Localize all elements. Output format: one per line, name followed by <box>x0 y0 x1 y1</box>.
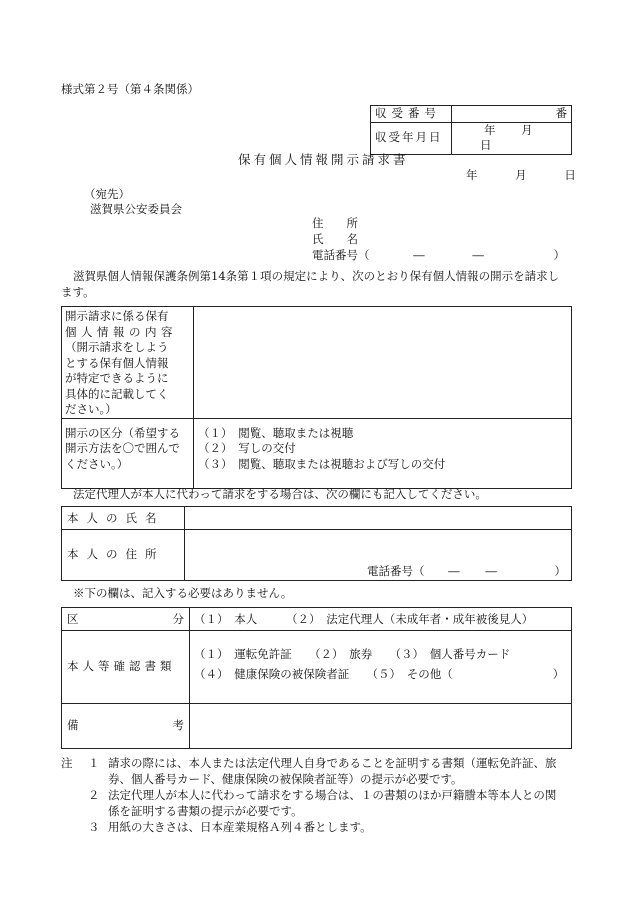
form-number: 様式第２号（第４条関係） <box>61 82 199 96</box>
disclosure-method-options[interactable] <box>194 418 572 488</box>
principal-phone[interactable]: 電話番号（ ― ― ） <box>367 564 566 578</box>
category-label: 区 分 <box>62 608 190 631</box>
principal-name-label: 本人の氏名 <box>62 507 185 530</box>
remarks-label: 備 考 <box>62 704 190 749</box>
applicant-name-label: 氏 名 <box>312 232 358 246</box>
office-use-table <box>61 607 572 749</box>
office-use-note: ※下の欄は、記入する必要はありません。 <box>73 586 293 600</box>
id-docs-options[interactable]: （１） 運転免許証 （２） 旅券 （３） 個人番号カード （４） 健康保険の被保険者証 （５） その他（ ） <box>190 631 572 704</box>
principal-address-field[interactable] <box>185 530 572 581</box>
request-content-table <box>61 306 572 489</box>
addressee-name: 滋賀県公安委員会 <box>90 202 182 216</box>
request-date[interactable]: 年 月 日 <box>466 168 576 182</box>
receipt-box <box>370 105 572 155</box>
intro-text-line2: ます。 <box>61 285 95 299</box>
page-title: 保有個人情報開示請求書 <box>238 152 409 167</box>
intro-text-line1: 滋賀県個人情報保護条例第14条第１項の規定により、次のとおり保有個人情報の開示を請求し <box>73 269 560 283</box>
option-3[interactable]: （３） 閲覧、聴取または視聴および写しの交付 <box>198 456 446 471</box>
option-1[interactable]: （１） 閲覧、聴取または視聴 <box>198 425 354 440</box>
receipt-date-label: 収受年月日 <box>371 122 452 154</box>
option-2[interactable]: （２） 写しの交付 <box>198 441 296 456</box>
agent-note: 法定代理人が本人に代わって請求をする場合は、次の欄にも記入してください。 <box>73 487 487 501</box>
applicant-phone[interactable]: 電話番号（ ― ― ） <box>312 248 565 262</box>
receipt-number-field[interactable]: 番 <box>452 106 572 123</box>
disclosure-method-label: 開示の区分（希望する 開示方法を〇で囲んで ください。） <box>62 418 194 488</box>
principal-name-field[interactable] <box>185 507 572 530</box>
receipt-number-label: 収受番号 <box>371 106 452 123</box>
id-docs-label: 本人等確認書類 <box>62 631 190 704</box>
request-content-field[interactable] <box>194 307 572 419</box>
principal-address-label: 本人の住所 <box>62 530 185 581</box>
request-content-label: 開示請求に係る保有 個人情報の内容 （開示請求をしよう とする保有個人情報 が特定できるように 具体的に記載してく ださい。） <box>62 307 194 419</box>
remarks-field[interactable] <box>190 704 572 749</box>
applicant-address-label: 住 所 <box>312 216 358 230</box>
receipt-date-field[interactable]: 年 月 日 <box>452 122 572 154</box>
addressee-prefix: （宛先） <box>84 187 130 201</box>
principal-table <box>61 506 572 581</box>
category-options[interactable]: （１） 本人 （２） 法定代理人（未成年者・成年被後見人） <box>190 608 572 631</box>
